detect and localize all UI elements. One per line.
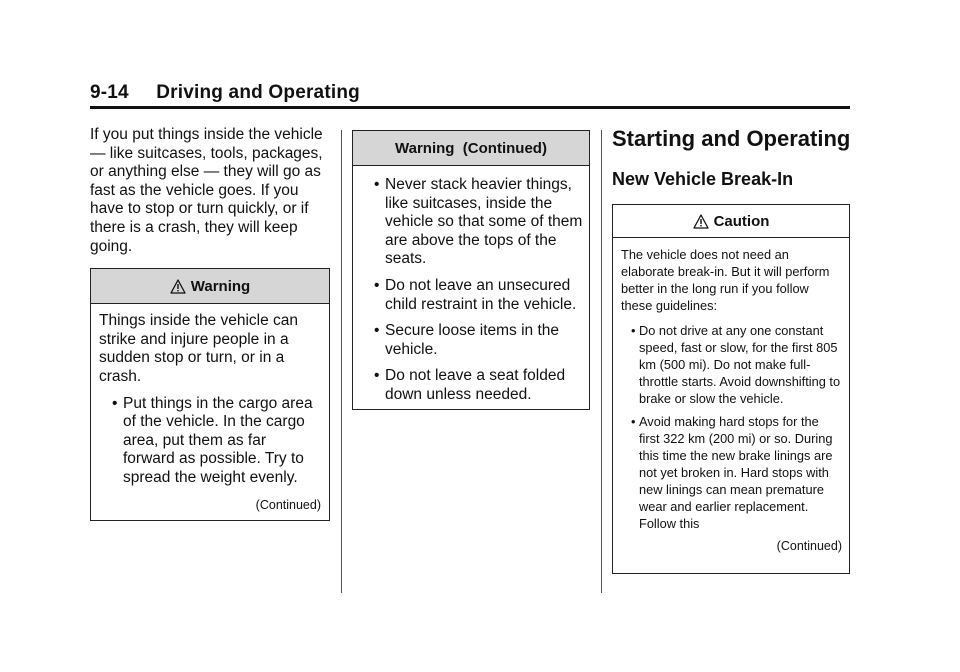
warning-continued-body: [353, 166, 589, 419]
continued-label: (Continued): [776, 539, 842, 553]
left-column: [90, 126, 332, 521]
caution-box-title: Caution: [713, 212, 770, 230]
caution-box: [612, 204, 850, 574]
bullet-dot-icon: •: [374, 367, 380, 385]
header-rule: [90, 106, 850, 109]
list-item: • Put things in the cargo area of the vehicle. In the cargo area, put them as far forward as possible. Try to spread the weight evenly.: [112, 394, 313, 486]
warning-continued-header: [353, 131, 589, 166]
warning-box: [90, 268, 330, 521]
list-item: • Never stack heavier things, like suitcases, inside the vehicle so that some of them are above the tops of the seats.: [374, 176, 583, 268]
warning-box-header: [91, 269, 329, 304]
warning-bullets: [99, 395, 321, 488]
bullet-dot-icon: •: [631, 323, 636, 338]
list-item: • Do not drive at any one constant speed, fast or slow, for the first 805 km (500 mi). Do not make full-throttle starts. Avoid downshifting to brake or slow the vehicle.: [631, 323, 841, 406]
warning-text: Things inside the vehicle can strike and injure people in a sudden stop or turn, or in a crash.: [99, 312, 299, 385]
page-header: [90, 82, 850, 104]
caution-text: The vehicle does not need an elaborate break-in. But it will perform better in the long run if you follow these guidelines:: [621, 247, 830, 313]
bullet-dot-icon: •: [374, 176, 380, 193]
continued-label: (Continued): [255, 497, 321, 512]
warning-triangle-icon: [170, 279, 186, 294]
warning-box-body: [91, 304, 329, 520]
list-item: • Avoid making hard stops for the first 322 km (200 mi) or so. During this time the new brake linings are not yet broken in. Hard stops with new linings can mean premature wear and earlier replacement. Follow this: [631, 414, 833, 531]
list-item: • Do not leave a seat folded down unless needed.: [374, 367, 566, 403]
subsection-title: New Vehicle Break-In: [612, 169, 794, 189]
intro-paragraph: If you put things inside the vehicle — like suitcases, tools, packages, or anything else — they will go as fast as the vehicle goes. If you have to stop or turn quickly, or if there is a crash, they will keep going.: [90, 126, 323, 255]
warning-continued-bullets: [361, 176, 583, 405]
bullet-dot-icon: •: [112, 394, 118, 412]
bullet-dot-icon: •: [374, 276, 380, 294]
caution-box-header: [613, 205, 849, 238]
warning-continued-box: [352, 130, 590, 410]
warning-triangle-icon: [693, 214, 709, 229]
middle-column: [352, 130, 590, 410]
right-column: [612, 126, 852, 574]
list-item: • Do not leave an unsecured child restraint in the vehicle.: [374, 276, 577, 313]
section-title: Starting and Operating: [612, 126, 851, 151]
column-divider-1: [341, 130, 342, 593]
bullet-dot-icon: •: [374, 322, 380, 340]
caution-bullets: [621, 322, 842, 532]
caution-box-body: [613, 238, 849, 559]
column-divider-2: [601, 130, 602, 593]
warning-continued-title: Warning (Continued): [395, 139, 547, 157]
warning-box-title: Warning: [190, 277, 251, 295]
page-header-title: 9-14 Driving and Operating: [90, 82, 360, 103]
list-item: • Secure loose items in the vehicle.: [374, 322, 560, 358]
bullet-dot-icon: •: [631, 414, 636, 429]
